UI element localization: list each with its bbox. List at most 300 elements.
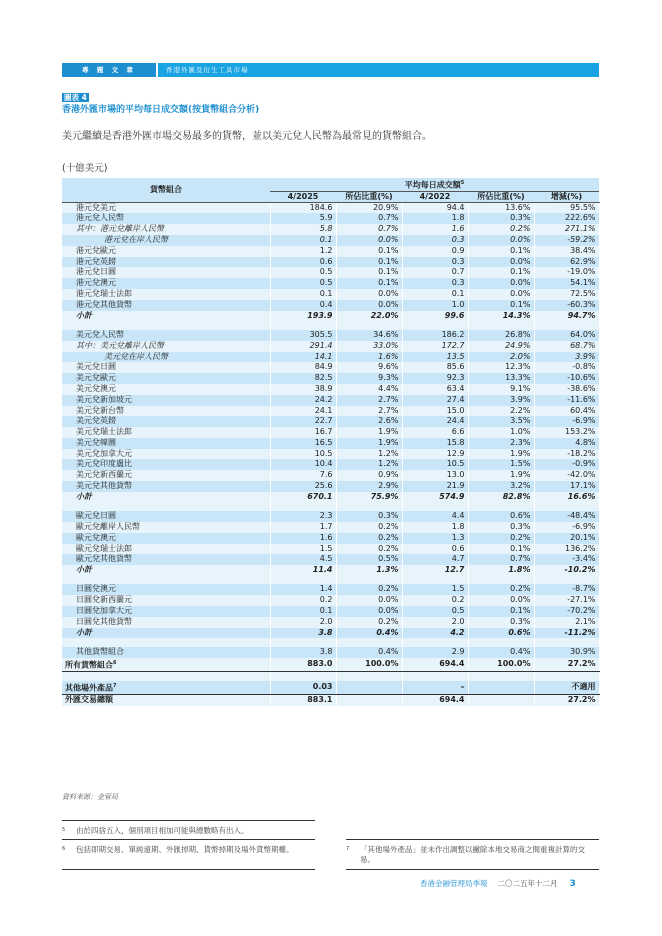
table-row [62,373,599,384]
cell: 1.5% [468,459,534,470]
cell: 184.6 [270,202,336,213]
cell: 33.0% [336,341,402,352]
cell: -11.6% [534,395,599,406]
cell: 0.3 [402,235,468,246]
cell: 172.7 [402,341,468,352]
row-label: 美元兌新西蘭元 [62,470,270,481]
cell: 0.5 [402,606,468,617]
spacer-cell [62,638,270,647]
cell: -70.2% [534,606,599,617]
cell: -6.9% [534,416,599,427]
cell: 72.5% [534,289,599,300]
cell: 94.4 [402,202,468,213]
cell: 26.8% [468,330,534,341]
spacer-cell [270,503,336,512]
cell: 0.1% [336,246,402,257]
cell: 3.2% [468,481,534,492]
cell: 694.4 [402,658,468,672]
cell: 2.0% [468,352,534,363]
cell: 0.1 [270,606,336,617]
cell: 2.3 [270,511,336,522]
cell: 153.2% [534,427,599,438]
cell: 1.0 [402,300,468,311]
spacer-cell [270,321,336,330]
cell: 4.4% [336,384,402,395]
cell: 38.4% [534,246,599,257]
spacer-cell [402,638,468,647]
table-row [62,522,599,533]
spacer-cell [62,503,270,512]
cell: 0.6 [402,544,468,555]
row-label: 港元兌澳元 [62,278,270,289]
cell: 0.1% [468,300,534,311]
chart-number: 圖表 4 [64,93,87,102]
table-row [62,533,599,544]
spacer-cell [534,638,599,647]
spacer-cell [468,672,534,681]
row-label: 日圓兌加拿大元 [62,606,270,617]
cell: 6.6 [402,427,468,438]
cell: 0.5% [336,554,402,565]
cell: 0.2% [336,617,402,628]
table-row [62,681,599,695]
cell: 20.1% [534,533,599,544]
cell: 0.5 [270,278,336,289]
cell: 1.9% [468,470,534,481]
cell: 186.2 [402,330,468,341]
cell: 1.6 [270,533,336,544]
cell: 9.1% [468,384,534,395]
row-label: 所有貨幣組合$^6$ [62,658,270,672]
table-row [62,257,599,268]
cell: 4.5 [270,554,336,565]
cell: 62.9% [534,257,599,268]
spacer-cell [270,638,336,647]
cell: 100.0% [336,658,402,672]
cell: 100.0% [468,658,534,672]
cell: -59.2% [534,235,599,246]
row-label: 美元兌印度盧比 [62,459,270,470]
spacer-cell [336,503,402,512]
cell: 0.3% [468,213,534,224]
spacer-cell [336,672,402,681]
cell: 0.7% [336,213,402,224]
turnover-table [62,178,600,706]
footnote-rule-right [346,839,599,840]
row-label: 美元兌新加坡元 [62,395,270,406]
cell: 63.4 [402,384,468,395]
cell: 10.5 [402,459,468,470]
cell: -48.4% [534,511,599,522]
cell: 1.3 [402,533,468,544]
cell: 0.0% [468,289,534,300]
footnote-rule-left [62,820,315,821]
cell: 0.6% [468,628,534,639]
cell: 12.3% [468,362,534,373]
row-label: 港元兌日圓 [62,267,270,278]
row-label: 日圓兌新西蘭元 [62,595,270,606]
cell: 30.9% [534,647,599,658]
cell: 27.2% [534,695,599,706]
cell: 0.4% [336,628,402,639]
cell: 16.5 [270,438,336,449]
row-label: 小計 [62,492,270,503]
cell [336,681,402,695]
cell: 2.7% [336,406,402,417]
spacer-cell [62,672,270,681]
spacer-cell [468,638,534,647]
cell: 0.9% [336,470,402,481]
cell: 0.3% [336,511,402,522]
row-label: 港元兌英鎊 [62,257,270,268]
cell: 22.7 [270,416,336,427]
cell: 84.9 [270,362,336,373]
row-label: 港元兌美元 [62,202,270,213]
table-row [62,267,599,278]
cell: 5.9 [270,213,336,224]
table-row [62,544,599,555]
col-header-2025: 4/2025 [270,191,336,202]
cell: 0.7 [402,267,468,278]
cell: 15.8 [402,438,468,449]
cell: 1.8% [468,565,534,576]
row-label: 小計 [62,311,270,322]
cell: 13.5 [402,352,468,363]
cell: 1.5 [402,584,468,595]
row-label: 歐元兌瑞士法郎 [62,544,270,555]
spacer-cell [336,321,402,330]
page-number: 3 [569,879,576,889]
cell: 不適用 [534,681,599,695]
table-row [62,362,599,373]
cell: 3.5% [468,416,534,427]
cell: 2.1% [534,617,599,628]
cell: 3.9% [468,395,534,406]
cell: 0.2% [468,584,534,595]
cell: 0.0% [468,278,534,289]
cell: 99.6 [402,311,468,322]
spacer-cell [336,576,402,585]
table-row [62,213,599,224]
cell: 1.3% [336,565,402,576]
cell: 1.6 [402,224,468,235]
table-row [62,554,599,565]
cell: 291.4 [270,341,336,352]
footnote-rule-left-2 [62,839,315,840]
cell: 24.2 [270,395,336,406]
cell: 1.8 [402,213,468,224]
spacer-cell [468,576,534,585]
row-label: 美元兌韓圜 [62,438,270,449]
cell: 13.3% [468,373,534,384]
cell: 0.2% [468,533,534,544]
cell: 4.2 [402,628,468,639]
cell: 54.1% [534,278,599,289]
cell: 574.9 [402,492,468,503]
cell: 0.2% [336,544,402,555]
table-row [62,438,599,449]
cell: 0.4% [336,647,402,658]
footnote-7: 7 「其他場外產品」並未作出調整以撇除本地交易商之間重複計算的交易。 [346,845,585,864]
table-row [62,628,599,639]
cell: 82.8% [468,492,534,503]
footnote-6: 6 包括即期交易、單純遠期、外匯掉期、貨幣掉期及場外貨幣期權。 [62,845,294,854]
cell: 0.2% [336,584,402,595]
row-label: 美元兌日圓 [62,362,270,373]
cell: 0.1% [468,246,534,257]
chart-title: 香港外匯市場的平均每日成交額(按貨幣組合分析) [62,105,260,115]
cell: 0.1% [468,606,534,617]
row-label: 歐元兌澳元 [62,533,270,544]
cell: 9.6% [336,362,402,373]
cell: -11.2% [534,628,599,639]
spacer-cell [402,672,468,681]
table-row [62,606,599,617]
table-row [62,481,599,492]
spacer-cell [402,576,468,585]
table-row [62,300,599,311]
spacer-row [62,503,599,512]
cell: 1.9% [468,449,534,460]
row-label: 美元兌新台幣 [62,406,270,417]
cell: 271.1% [534,224,599,235]
cell: 4.7 [402,554,468,565]
cell: 0.2% [336,522,402,533]
cell: 0.1% [468,544,534,555]
cell: 75.9% [336,492,402,503]
row-label: 美元兌澳元 [62,384,270,395]
cell: 64.0% [534,330,599,341]
table-row [62,246,599,257]
cell: 0.6% [468,511,534,522]
table-row [62,395,599,406]
footnote-rule-left-3 [62,869,315,870]
cell [468,681,534,695]
cell: 1.0% [468,427,534,438]
cell: -6.9% [534,522,599,533]
cell: 27.4 [402,395,468,406]
publication-name: 香港金融管理局季報 [420,879,488,888]
running-header [62,63,599,77]
table-row [62,341,599,352]
cell: 0.5 [270,267,336,278]
cell: – [402,681,468,695]
cell: 0.3% [468,617,534,628]
cell: 0.03 [270,681,336,695]
row-label: 歐元兌其他貨幣 [62,554,270,565]
cell: 0.9 [402,246,468,257]
cell: 4.4 [402,511,468,522]
row-label: 其他貨幣組合 [62,647,270,658]
cell: 2.0 [270,617,336,628]
spacer-cell [336,638,402,647]
cell: 85.6 [402,362,468,373]
cell: 0.4% [468,647,534,658]
row-label: 小計 [62,565,270,576]
table-row [62,330,599,341]
cell: 0.1% [468,267,534,278]
cell: -38.6% [534,384,599,395]
cell: 10.5 [270,449,336,460]
cell: 1.4 [270,584,336,595]
cell: 82.5 [270,373,336,384]
row-label: 美元兌歐元 [62,373,270,384]
spacer-cell [402,503,468,512]
row-label: 歐元兌日圓 [62,511,270,522]
cell: 0.1% [336,278,402,289]
table-row [62,565,599,576]
table-row [62,384,599,395]
cell: 1.8 [402,522,468,533]
cell: 0.0% [468,595,534,606]
cell: 3.9% [534,352,599,363]
cell: 3.8 [270,628,336,639]
cell: 0.3 [402,257,468,268]
cell: 38.9 [270,384,336,395]
row-label: 日圓兌其他貨幣 [62,617,270,628]
page-footer [420,878,576,889]
table-row [62,584,599,595]
cell: -0.9% [534,459,599,470]
row-label: 其他場外產品$^7$ [62,681,270,695]
cell: 222.6% [534,213,599,224]
table-row [62,695,599,706]
cell: 15.0 [402,406,468,417]
row-label: 港元兌在岸人民幣 [62,235,270,246]
cell: -10.6% [534,373,599,384]
table-row [62,647,599,658]
cell: 20.9% [336,202,402,213]
cell: 24.1 [270,406,336,417]
row-label: 美元兌瑞士法郎 [62,427,270,438]
table-row [62,406,599,417]
cell: 24.9% [468,341,534,352]
publication-date: 二〇二五年十二月 [497,879,558,888]
cell: 0.7% [336,224,402,235]
table-row [62,658,599,672]
cell: 2.2% [468,406,534,417]
row-label: 美元兌英鎊 [62,416,270,427]
unit-label: (十億美元) [62,163,108,174]
cell: 24.4 [402,416,468,427]
cell: 1.2 [270,246,336,257]
cell: 94.7% [534,311,599,322]
cell: 13.0 [402,470,468,481]
cell: -3.4% [534,554,599,565]
cell: 1.9% [336,438,402,449]
cell: 0.0% [336,606,402,617]
row-label: 美元兌人民幣 [62,330,270,341]
spacer-row [62,321,599,330]
table-row [62,278,599,289]
cell: 16.7 [270,427,336,438]
cell: 883.1 [270,695,336,706]
spacer-cell [62,321,270,330]
group-header: 平均每日成交額$^5$ [270,178,599,191]
cell: 670.1 [270,492,336,503]
col-header-pair: 貨幣組合 [62,178,270,202]
spacer-row [62,638,599,647]
cell: 0.2 [402,595,468,606]
cell: 4.8% [534,438,599,449]
col-header-share-2025: 所佔比重(%) [336,191,402,202]
cell: 0.6 [270,257,336,268]
spacer-row [62,672,599,681]
topic-label: 香港外匯及衍生工具市場 [156,63,599,77]
cell: 0.2% [336,533,402,544]
cell: 0.7% [468,554,534,565]
row-label: 外匯交易總額 [62,695,270,706]
cell: 0.2% [468,224,534,235]
cell: 14.1 [270,352,336,363]
spacer-cell [270,672,336,681]
spacer-cell [534,576,599,585]
spacer-cell [468,503,534,512]
spacer-cell [62,576,270,585]
cell: 1.5 [270,544,336,555]
cell: 0.1% [336,267,402,278]
cell: 0.0% [336,595,402,606]
cell: 21.9 [402,481,468,492]
table-row [62,224,599,235]
spacer-cell [534,321,599,330]
cell: -19.0% [534,267,599,278]
cell: 1.7 [270,522,336,533]
cell: 883.0 [270,658,336,672]
cell: 0.3% [468,522,534,533]
table-row [62,427,599,438]
cell: 193.9 [270,311,336,322]
table-row [62,202,599,213]
footnote-5: 5 由於四捨五入，個別項目相加可能與總數略有出入。 [62,826,249,835]
spacer-cell [534,672,599,681]
cell: 2.0 [402,617,468,628]
table-row [62,511,599,522]
cell: 1.6% [336,352,402,363]
row-label: 歐元兌離岸人民幣 [62,522,270,533]
cell: 95.5% [534,202,599,213]
cell: 0.1 [270,289,336,300]
cell: 0.1 [402,289,468,300]
cell: 0.3 [402,278,468,289]
cell: 68.7% [534,341,599,352]
cell: -8.7% [534,584,599,595]
cell: -0.8% [534,362,599,373]
chart-subtitle: 美元繼續是香港外匯市場交易最多的貨幣，並以美元兌人民幣為最常見的貨幣組合。 [62,131,432,142]
cell: 3.8 [270,647,336,658]
cell: 22.0% [336,311,402,322]
cell: 0.0% [336,289,402,300]
spacer-cell [402,321,468,330]
cell: 25.6 [270,481,336,492]
cell: 1.2% [336,459,402,470]
col-header-share-2022: 所佔比重(%) [468,191,534,202]
table-row [62,459,599,470]
table-row [62,449,599,460]
cell: 136.2% [534,544,599,555]
cell: 34.6% [336,330,402,341]
cell: -27.1% [534,595,599,606]
table-row [62,470,599,481]
cell: 305.5 [270,330,336,341]
cell: 0.4 [270,300,336,311]
cell: 60.4% [534,406,599,417]
cell: 2.7% [336,395,402,406]
cell: 1.2% [336,449,402,460]
cell: 0.0% [336,300,402,311]
cell: 2.6% [336,416,402,427]
cell: -60.3% [534,300,599,311]
